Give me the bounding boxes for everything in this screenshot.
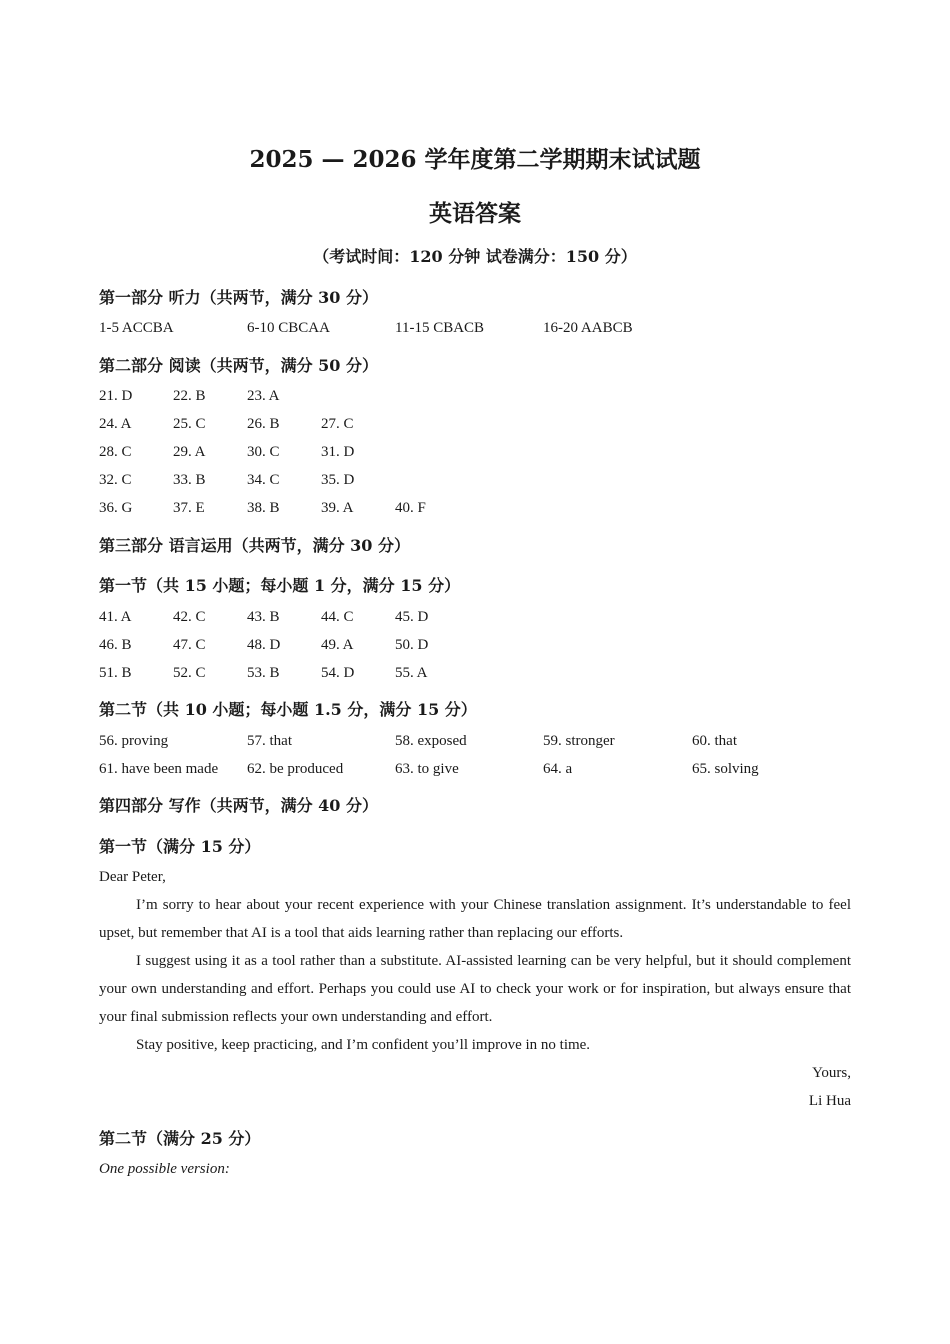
answer: 28. C [99, 444, 132, 460]
answer: 49. A [321, 637, 354, 653]
answer-group: 1-5 ACCBA [99, 320, 174, 336]
part2-heading: 第二部分 阅读（共两节，满分 50 分） [99, 356, 378, 375]
answer: 22. B [173, 388, 206, 404]
answer: 26. B [247, 416, 280, 432]
answer-group: 11-15 CBACB [395, 320, 485, 336]
exam-info: （考试时间：120 分钟 试卷满分：150 分） [313, 247, 637, 266]
answer: 24. A [99, 416, 132, 432]
answer: 51. B [99, 665, 132, 681]
answer: 36. G [99, 500, 133, 516]
answer: 63. to give [395, 761, 459, 777]
part4-section2-heading: 第二节（满分 25 分） [99, 1129, 261, 1148]
answer: 27. C [321, 416, 354, 432]
answer: 48. D [247, 637, 281, 653]
letter-paragraph: I suggest using it as a tool rather than a substitute. AI-assisted learning can be very helpful, but it should complement your own understanding and effort. Perhaps you could use AI to check your work or for inspiration, but always ensure that your final submission reflects your own understanding and effort. [99, 953, 851, 1025]
answer: 56. proving [99, 733, 169, 749]
answer: 62. be produced [247, 761, 344, 777]
answer: 23. A [247, 388, 280, 404]
letter-closing: Yours, [812, 1065, 851, 1081]
answer: 45. D [395, 609, 429, 625]
answer: 29. A [173, 444, 206, 460]
answer: 32. C [99, 472, 132, 488]
page-title: 2025 — 2026 学年度第二学期期末试试题 [249, 146, 701, 173]
answer: 41. A [99, 609, 132, 625]
answer: 35. D [321, 472, 355, 488]
answer: 64. a [543, 761, 573, 777]
letter-signature: Li Hua [808, 1093, 851, 1109]
answer-group: 16-20 AABCB [543, 320, 633, 336]
answer: 61. have been made [99, 761, 219, 777]
answer: 33. B [173, 472, 206, 488]
answer: 55. A [395, 665, 428, 681]
answer: 60. that [692, 733, 737, 749]
sample-version-note: One possible version: [99, 1161, 230, 1177]
answer: 65. solving [692, 761, 759, 777]
answer: 50. D [395, 637, 429, 653]
answer: 25. C [173, 416, 206, 432]
answer: 39. A [321, 500, 354, 516]
answer: 52. C [173, 665, 206, 681]
answer: 53. B [247, 665, 280, 681]
part3-heading: 第三部分 语言运用（共两节，满分 30 分） [99, 536, 410, 555]
answer: 30. C [247, 444, 280, 460]
answer: 44. C [321, 609, 354, 625]
answer: 59. stronger [543, 733, 615, 749]
part3-section1-heading: 第一节（共 15 小题；每小题 1 分，满分 15 分） [99, 576, 461, 595]
answer: 38. B [247, 500, 280, 516]
part4-heading: 第四部分 写作（共两节，满分 40 分） [99, 796, 378, 815]
answer: 21. D [99, 388, 133, 404]
answer: 43. B [247, 609, 280, 625]
answer: 46. B [99, 637, 132, 653]
part1-heading: 第一部分 听力（共两节，满分 30 分） [99, 288, 378, 307]
answer: 40. F [395, 500, 426, 516]
part3-section2-heading: 第二节（共 10 小题；每小题 1.5 分，满分 15 分） [99, 700, 477, 719]
answer: 34. C [247, 472, 280, 488]
answer: 42. C [173, 609, 206, 625]
answer-group: 6-10 CBCAA [247, 320, 330, 336]
subject-title: 英语答案 [429, 200, 521, 227]
answer: 31. D [321, 444, 355, 460]
letter-paragraph: Stay positive, keep practicing, and I’m confident you’ll improve in no time. [136, 1037, 591, 1053]
letter-greeting: Dear Peter, [99, 869, 166, 885]
answer: 47. C [173, 637, 206, 653]
answer: 57. that [247, 733, 292, 749]
part4-section1-heading: 第一节（满分 15 分） [99, 837, 261, 856]
answer: 54. D [321, 665, 355, 681]
letter-paragraph: I’m sorry to hear about your recent experience with your Chinese translation assignment. It’s understandable to feel upset, but remember that AI is a tool that aids learning rather than replacing our efforts. [99, 897, 851, 941]
answer: 58. exposed [395, 733, 467, 749]
answer: 37. E [173, 500, 205, 516]
